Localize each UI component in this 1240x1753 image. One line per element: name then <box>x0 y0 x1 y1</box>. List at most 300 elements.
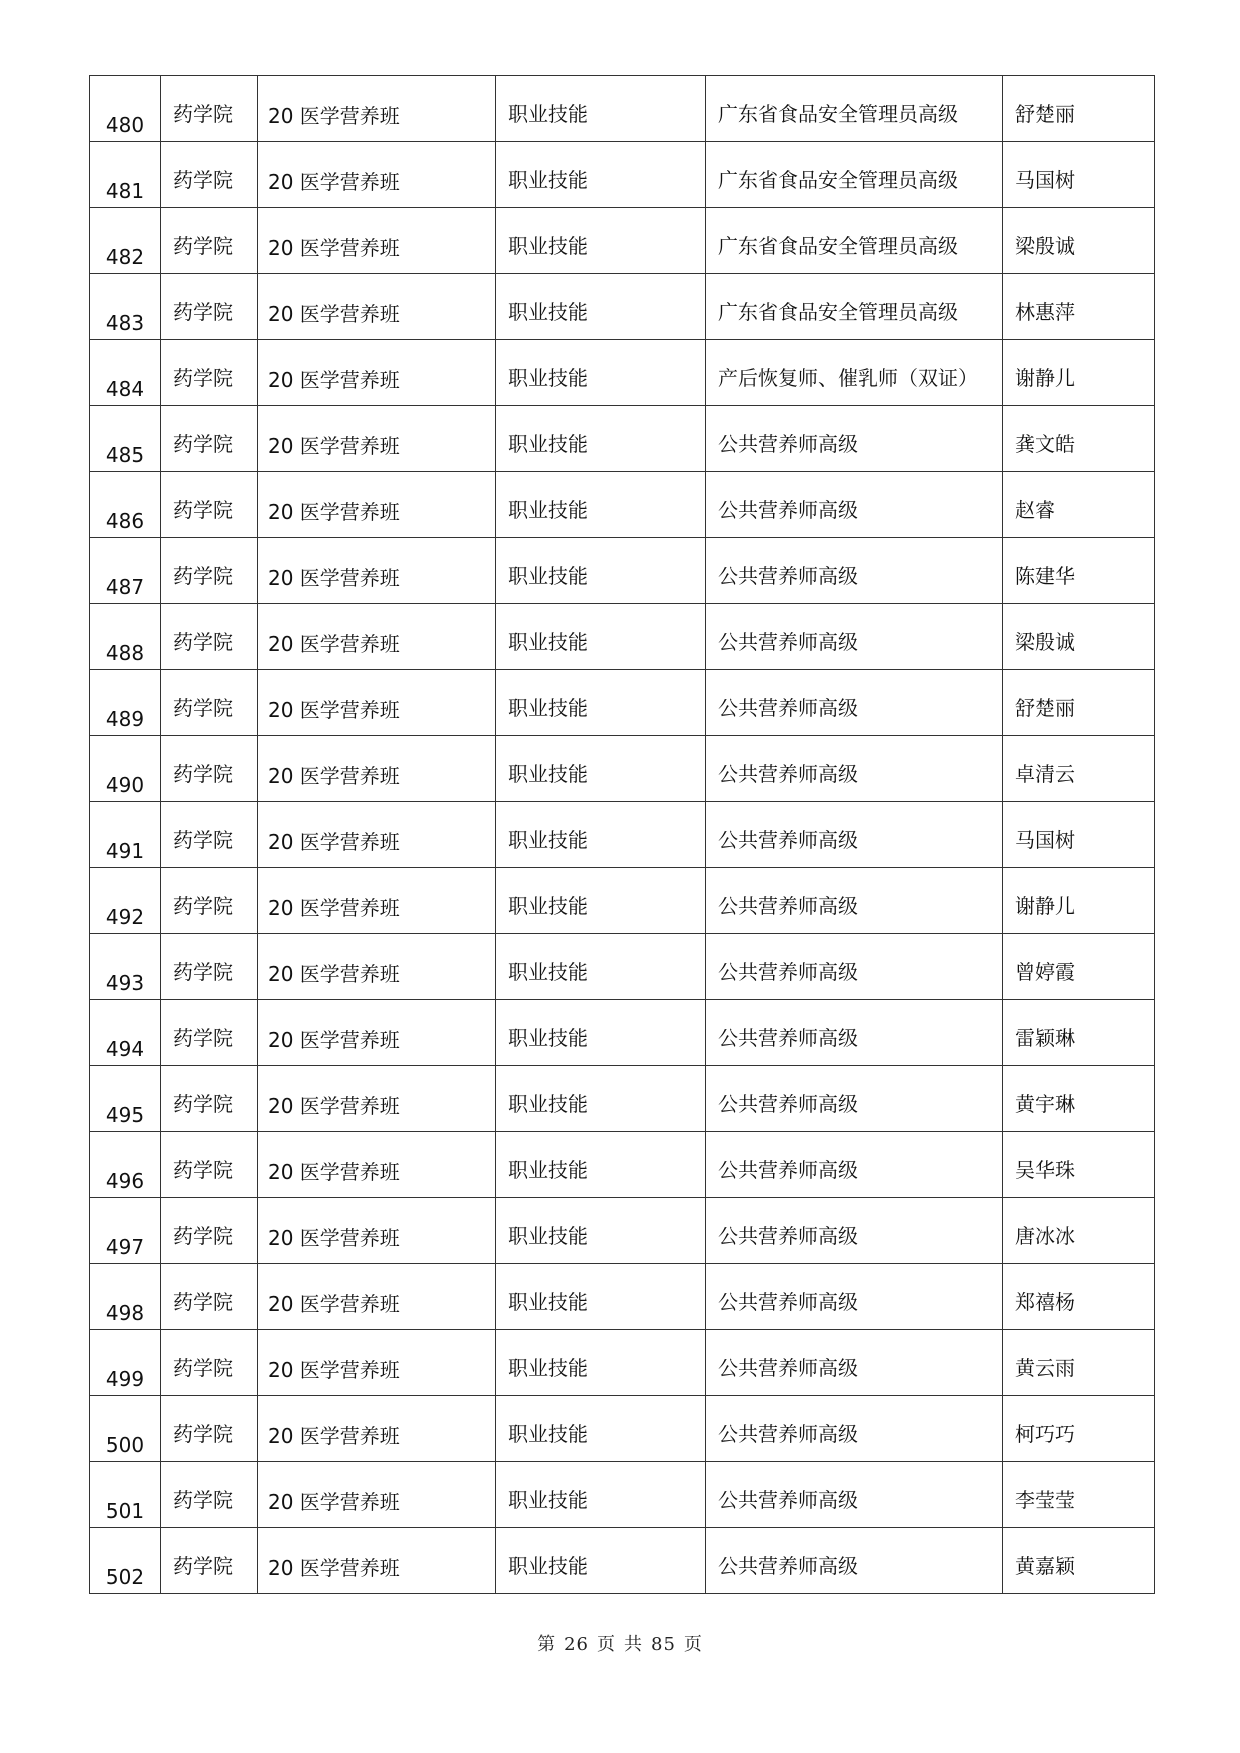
certificate-cell-text: 广东省食品安全管理员高级 <box>718 234 958 258</box>
certificate-cell-text: 公共营养师高级 <box>718 762 858 786</box>
college-cell <box>161 1132 258 1198</box>
class-cell-text: 20 医学营养班 <box>268 1424 400 1448</box>
table-row <box>90 340 1155 406</box>
certificate-cell <box>706 1066 1003 1132</box>
student-name-cell <box>1003 1264 1155 1330</box>
college-cell-text: 药学院 <box>173 894 233 918</box>
row-number-cell-text: 497 <box>105 1235 145 1259</box>
row-number-cell <box>90 934 161 1000</box>
certificate-cell-text: 广东省食品安全管理员高级 <box>718 168 958 192</box>
student-name-cell-text: 马国树 <box>1015 168 1075 192</box>
certificate-cell-text: 公共营养师高级 <box>718 1158 858 1182</box>
college-cell-text: 药学院 <box>173 1224 233 1248</box>
certificate-cell <box>706 1396 1003 1462</box>
row-number-cell <box>90 736 161 802</box>
college-cell <box>161 1264 258 1330</box>
category-cell-text: 职业技能 <box>508 234 588 258</box>
category-cell <box>496 1000 706 1066</box>
certificate-cell <box>706 1528 1003 1594</box>
college-cell-text: 药学院 <box>173 102 233 126</box>
category-cell-text: 职业技能 <box>508 1422 588 1446</box>
class-cell-text: 20 医学营养班 <box>268 764 400 788</box>
category-cell-text: 职业技能 <box>508 1488 588 1512</box>
row-number-cell-text: 485 <box>105 443 145 467</box>
student-name-cell-text: 赵睿 <box>1015 498 1055 522</box>
class-cell-text: 20 医学营养班 <box>268 896 400 920</box>
class-cell <box>258 1066 496 1132</box>
table-row <box>90 1396 1155 1462</box>
college-cell <box>161 802 258 868</box>
certificate-cell-text: 公共营养师高级 <box>718 1488 858 1512</box>
class-cell-text: 20 医学营养班 <box>268 368 400 392</box>
class-cell-text: 20 医学营养班 <box>268 1358 400 1382</box>
class-cell <box>258 1528 496 1594</box>
student-name-cell <box>1003 604 1155 670</box>
table-row <box>90 274 1155 340</box>
certificate-cell-text: 公共营养师高级 <box>718 1092 858 1116</box>
category-cell-text: 职业技能 <box>508 1158 588 1182</box>
row-number-cell <box>90 1330 161 1396</box>
college-cell-text: 药学院 <box>173 300 233 324</box>
certificate-cell-text: 公共营养师高级 <box>718 1290 858 1314</box>
class-cell-text: 20 医学营养班 <box>268 170 400 194</box>
student-name-cell-text: 黄宇琳 <box>1015 1092 1075 1116</box>
college-cell <box>161 406 258 472</box>
class-cell <box>258 604 496 670</box>
certificate-cell <box>706 802 1003 868</box>
certificate-cell-text: 公共营养师高级 <box>718 1554 858 1578</box>
certificate-cell-text: 广东省食品安全管理员高级 <box>718 300 958 324</box>
certificate-cell <box>706 670 1003 736</box>
row-number-cell <box>90 1528 161 1594</box>
college-cell-text: 药学院 <box>173 168 233 192</box>
student-name-cell <box>1003 1066 1155 1132</box>
category-cell <box>496 1528 706 1594</box>
category-cell <box>496 472 706 538</box>
certificate-cell <box>706 1330 1003 1396</box>
certificate-cell-text: 公共营养师高级 <box>718 1422 858 1446</box>
student-name-cell <box>1003 274 1155 340</box>
college-cell <box>161 670 258 736</box>
college-cell-text: 药学院 <box>173 696 233 720</box>
class-cell-text: 20 医学营养班 <box>268 236 400 260</box>
student-name-cell-text: 唐冰冰 <box>1015 1224 1075 1248</box>
table-row <box>90 76 1155 142</box>
category-cell <box>496 208 706 274</box>
row-number-cell-text: 499 <box>105 1367 145 1391</box>
row-number-cell-text: 502 <box>105 1565 145 1589</box>
student-name-cell <box>1003 670 1155 736</box>
class-cell <box>258 1198 496 1264</box>
category-cell <box>496 868 706 934</box>
class-cell <box>258 1264 496 1330</box>
certificate-cell <box>706 1462 1003 1528</box>
footer-current-page: 26 <box>564 1634 589 1655</box>
college-cell-text: 药学院 <box>173 1026 233 1050</box>
certificate-cell-text: 公共营养师高级 <box>718 1026 858 1050</box>
college-cell-text: 药学院 <box>173 1290 233 1314</box>
certificate-cell <box>706 340 1003 406</box>
student-name-cell-text: 柯巧巧 <box>1015 1422 1075 1446</box>
class-cell-text: 20 医学营养班 <box>268 962 400 986</box>
table-row <box>90 472 1155 538</box>
table-row <box>90 1198 1155 1264</box>
student-name-cell-text: 谢静儿 <box>1015 366 1075 390</box>
student-name-cell-text: 吴华珠 <box>1015 1158 1075 1182</box>
class-cell-text: 20 医学营养班 <box>268 1490 400 1514</box>
certificate-cell <box>706 538 1003 604</box>
college-cell <box>161 1198 258 1264</box>
table-row <box>90 538 1155 604</box>
student-name-cell-text: 龚文皓 <box>1015 432 1075 456</box>
class-cell <box>258 406 496 472</box>
certificate-cell <box>706 76 1003 142</box>
category-cell-text: 职业技能 <box>508 300 588 324</box>
student-name-cell <box>1003 472 1155 538</box>
category-cell-text: 职业技能 <box>508 828 588 852</box>
category-cell <box>496 1132 706 1198</box>
college-cell <box>161 142 258 208</box>
class-cell <box>258 868 496 934</box>
student-name-cell <box>1003 1528 1155 1594</box>
student-name-cell-text: 梁殷诚 <box>1015 234 1075 258</box>
table-row <box>90 142 1155 208</box>
category-cell <box>496 1462 706 1528</box>
category-cell <box>496 604 706 670</box>
college-cell-text: 药学院 <box>173 1158 233 1182</box>
certificate-cell <box>706 1198 1003 1264</box>
certificate-cell <box>706 472 1003 538</box>
certificate-cell <box>706 406 1003 472</box>
category-cell <box>496 1198 706 1264</box>
student-name-cell-text: 林惠萍 <box>1015 300 1075 324</box>
class-cell-text: 20 医学营养班 <box>268 698 400 722</box>
category-cell <box>496 274 706 340</box>
certificate-cell <box>706 736 1003 802</box>
table-row <box>90 1000 1155 1066</box>
row-number-cell <box>90 1000 161 1066</box>
category-cell <box>496 934 706 1000</box>
class-cell <box>258 274 496 340</box>
category-cell-text: 职业技能 <box>508 696 588 720</box>
certificate-cell-text: 公共营养师高级 <box>718 498 858 522</box>
category-cell-text: 职业技能 <box>508 762 588 786</box>
table-row <box>90 1066 1155 1132</box>
row-number-cell <box>90 538 161 604</box>
student-name-cell <box>1003 1330 1155 1396</box>
class-cell <box>258 1396 496 1462</box>
college-cell-text: 药学院 <box>173 432 233 456</box>
college-cell <box>161 1528 258 1594</box>
certificate-cell <box>706 1000 1003 1066</box>
row-number-cell <box>90 406 161 472</box>
category-cell <box>496 538 706 604</box>
student-name-cell <box>1003 76 1155 142</box>
row-number-cell <box>90 1198 161 1264</box>
student-name-cell-text: 舒楚丽 <box>1015 102 1075 126</box>
college-cell <box>161 1396 258 1462</box>
row-number-cell <box>90 1132 161 1198</box>
student-name-cell <box>1003 1000 1155 1066</box>
college-cell-text: 药学院 <box>173 564 233 588</box>
row-number-cell <box>90 142 161 208</box>
college-cell <box>161 538 258 604</box>
category-cell-text: 职业技能 <box>508 102 588 126</box>
row-number-cell-text: 501 <box>105 1499 145 1523</box>
student-name-cell <box>1003 538 1155 604</box>
class-cell-text: 20 医学营养班 <box>268 1292 400 1316</box>
table-row <box>90 604 1155 670</box>
certificate-cell-text: 产后恢复师、催乳师（双证） <box>718 366 978 390</box>
class-cell <box>258 208 496 274</box>
class-cell <box>258 340 496 406</box>
student-name-cell <box>1003 1132 1155 1198</box>
certificate-cell-text: 公共营养师高级 <box>718 630 858 654</box>
row-number-cell-text: 480 <box>105 113 145 137</box>
college-cell-text: 药学院 <box>173 1356 233 1380</box>
category-cell-text: 职业技能 <box>508 168 588 192</box>
student-name-cell <box>1003 736 1155 802</box>
category-cell <box>496 736 706 802</box>
college-cell-text: 药学院 <box>173 234 233 258</box>
row-number-cell <box>90 274 161 340</box>
college-cell <box>161 1066 258 1132</box>
certificate-cell-text: 公共营养师高级 <box>718 828 858 852</box>
row-number-cell-text: 481 <box>105 179 145 203</box>
student-name-cell <box>1003 868 1155 934</box>
class-cell-text: 20 医学营养班 <box>268 632 400 656</box>
table-row <box>90 1264 1155 1330</box>
class-cell <box>258 802 496 868</box>
table-row <box>90 868 1155 934</box>
row-number-cell <box>90 76 161 142</box>
class-cell <box>258 670 496 736</box>
class-cell-text: 20 医学营养班 <box>268 566 400 590</box>
row-number-cell-text: 492 <box>105 905 145 929</box>
student-name-cell-text: 舒楚丽 <box>1015 696 1075 720</box>
category-cell-text: 职业技能 <box>508 1026 588 1050</box>
class-cell <box>258 538 496 604</box>
category-cell <box>496 802 706 868</box>
table-body <box>90 76 1155 1594</box>
row-number-cell <box>90 670 161 736</box>
class-cell-text: 20 医学营养班 <box>268 1226 400 1250</box>
category-cell-text: 职业技能 <box>508 960 588 984</box>
class-cell <box>258 1132 496 1198</box>
class-cell-text: 20 医学营养班 <box>268 1160 400 1184</box>
college-cell <box>161 274 258 340</box>
student-name-cell <box>1003 934 1155 1000</box>
footer-page-word: 页 <box>597 1634 616 1655</box>
class-cell-text: 20 医学营养班 <box>268 104 400 128</box>
student-name-cell-text: 雷颖琳 <box>1015 1026 1075 1050</box>
college-cell <box>161 340 258 406</box>
certificate-cell <box>706 868 1003 934</box>
category-cell <box>496 76 706 142</box>
class-cell-text: 20 医学营养班 <box>268 830 400 854</box>
row-number-cell-text: 494 <box>105 1037 145 1061</box>
college-cell <box>161 1330 258 1396</box>
student-name-cell <box>1003 406 1155 472</box>
student-name-cell-text: 郑禧杨 <box>1015 1290 1075 1314</box>
row-number-cell-text: 487 <box>105 575 145 599</box>
class-cell <box>258 76 496 142</box>
college-cell <box>161 604 258 670</box>
student-name-cell <box>1003 1198 1155 1264</box>
row-number-cell-text: 500 <box>105 1433 145 1457</box>
student-name-cell <box>1003 340 1155 406</box>
row-number-cell-text: 482 <box>105 245 145 269</box>
class-cell <box>258 736 496 802</box>
page-footer <box>0 1630 1240 1656</box>
category-cell <box>496 1066 706 1132</box>
certificate-cell-text: 公共营养师高级 <box>718 960 858 984</box>
category-cell <box>496 1330 706 1396</box>
category-cell <box>496 1264 706 1330</box>
certificate-cell-text: 公共营养师高级 <box>718 1356 858 1380</box>
table-row <box>90 1462 1155 1528</box>
certificate-cell <box>706 604 1003 670</box>
student-name-cell-text: 黄云雨 <box>1015 1356 1075 1380</box>
class-cell-text: 20 医学营养班 <box>268 500 400 524</box>
student-name-cell <box>1003 142 1155 208</box>
row-number-cell <box>90 868 161 934</box>
row-number-cell <box>90 340 161 406</box>
table-row <box>90 934 1155 1000</box>
college-cell-text: 药学院 <box>173 828 233 852</box>
row-number-cell-text: 490 <box>105 773 145 797</box>
college-cell-text: 药学院 <box>173 366 233 390</box>
footer-total-prefix: 共 <box>624 1634 643 1655</box>
table-row <box>90 670 1155 736</box>
category-cell-text: 职业技能 <box>508 1356 588 1380</box>
class-cell-text: 20 医学营养班 <box>268 434 400 458</box>
table-row <box>90 1330 1155 1396</box>
student-name-cell <box>1003 802 1155 868</box>
row-number-cell-text: 484 <box>105 377 145 401</box>
class-cell <box>258 1000 496 1066</box>
row-number-cell <box>90 1264 161 1330</box>
row-number-cell-text: 489 <box>105 707 145 731</box>
row-number-cell-text: 496 <box>105 1169 145 1193</box>
footer-suffix: 页 <box>683 1634 703 1655</box>
category-cell-text: 职业技能 <box>508 366 588 390</box>
student-name-cell <box>1003 1462 1155 1528</box>
certificate-cell-text: 公共营养师高级 <box>718 432 858 456</box>
college-cell <box>161 1000 258 1066</box>
student-name-cell-text: 李莹莹 <box>1015 1488 1075 1512</box>
row-number-cell <box>90 1462 161 1528</box>
class-cell-text: 20 医学营养班 <box>268 1094 400 1118</box>
certificate-cell-text: 广东省食品安全管理员高级 <box>718 102 958 126</box>
certificate-cell <box>706 934 1003 1000</box>
college-cell <box>161 934 258 1000</box>
class-cell-text: 20 医学营养班 <box>268 1028 400 1052</box>
student-name-cell-text: 梁殷诚 <box>1015 630 1075 654</box>
certificate-cell <box>706 142 1003 208</box>
student-name-cell-text: 马国树 <box>1015 828 1075 852</box>
row-number-cell <box>90 802 161 868</box>
class-cell-text: 20 医学营养班 <box>268 302 400 326</box>
class-cell <box>258 472 496 538</box>
college-cell-text: 药学院 <box>173 762 233 786</box>
college-cell-text: 药学院 <box>173 1554 233 1578</box>
row-number-cell-text: 495 <box>105 1103 145 1127</box>
college-cell-text: 药学院 <box>173 630 233 654</box>
student-name-cell-text: 谢静儿 <box>1015 894 1075 918</box>
row-number-cell <box>90 208 161 274</box>
college-cell <box>161 736 258 802</box>
row-number-cell <box>90 604 161 670</box>
certificate-table <box>89 75 1155 1594</box>
student-name-cell <box>1003 1396 1155 1462</box>
category-cell-text: 职业技能 <box>508 564 588 588</box>
college-cell-text: 药学院 <box>173 498 233 522</box>
certificate-cell <box>706 208 1003 274</box>
category-cell <box>496 670 706 736</box>
category-cell <box>496 1396 706 1462</box>
college-cell <box>161 76 258 142</box>
table-row <box>90 208 1155 274</box>
row-number-cell-text: 488 <box>105 641 145 665</box>
certificate-cell <box>706 1132 1003 1198</box>
row-number-cell-text: 493 <box>105 971 145 995</box>
row-number-cell-text: 491 <box>105 839 145 863</box>
class-cell <box>258 1462 496 1528</box>
table-row <box>90 802 1155 868</box>
row-number-cell-text: 483 <box>105 311 145 335</box>
table-row <box>90 1132 1155 1198</box>
table-row <box>90 736 1155 802</box>
category-cell <box>496 340 706 406</box>
student-name-cell-text: 卓清云 <box>1015 762 1075 786</box>
certificate-cell <box>706 274 1003 340</box>
category-cell-text: 职业技能 <box>508 894 588 918</box>
college-cell-text: 药学院 <box>173 1422 233 1446</box>
certificate-cell-text: 公共营养师高级 <box>718 564 858 588</box>
footer-total-pages: 85 <box>651 1634 676 1655</box>
college-cell-text: 药学院 <box>173 960 233 984</box>
certificate-cell <box>706 1264 1003 1330</box>
row-number-cell-text: 498 <box>105 1301 145 1325</box>
row-number-cell <box>90 472 161 538</box>
footer-prefix: 第 <box>537 1634 557 1655</box>
table-row <box>90 406 1155 472</box>
college-cell <box>161 868 258 934</box>
student-name-cell-text: 陈建华 <box>1015 564 1075 588</box>
category-cell <box>496 406 706 472</box>
category-cell-text: 职业技能 <box>508 1290 588 1314</box>
certificate-cell-text: 公共营养师高级 <box>718 1224 858 1248</box>
college-cell <box>161 472 258 538</box>
row-number-cell <box>90 1396 161 1462</box>
college-cell <box>161 1462 258 1528</box>
category-cell <box>496 142 706 208</box>
category-cell-text: 职业技能 <box>508 1092 588 1116</box>
category-cell-text: 职业技能 <box>508 1554 588 1578</box>
student-name-cell-text: 黄嘉颖 <box>1015 1554 1075 1578</box>
class-cell <box>258 934 496 1000</box>
class-cell <box>258 142 496 208</box>
college-cell-text: 药学院 <box>173 1488 233 1512</box>
college-cell <box>161 208 258 274</box>
category-cell-text: 职业技能 <box>508 498 588 522</box>
college-cell-text: 药学院 <box>173 1092 233 1116</box>
row-number-cell <box>90 1066 161 1132</box>
table-row <box>90 1528 1155 1594</box>
category-cell-text: 职业技能 <box>508 630 588 654</box>
category-cell-text: 职业技能 <box>508 1224 588 1248</box>
